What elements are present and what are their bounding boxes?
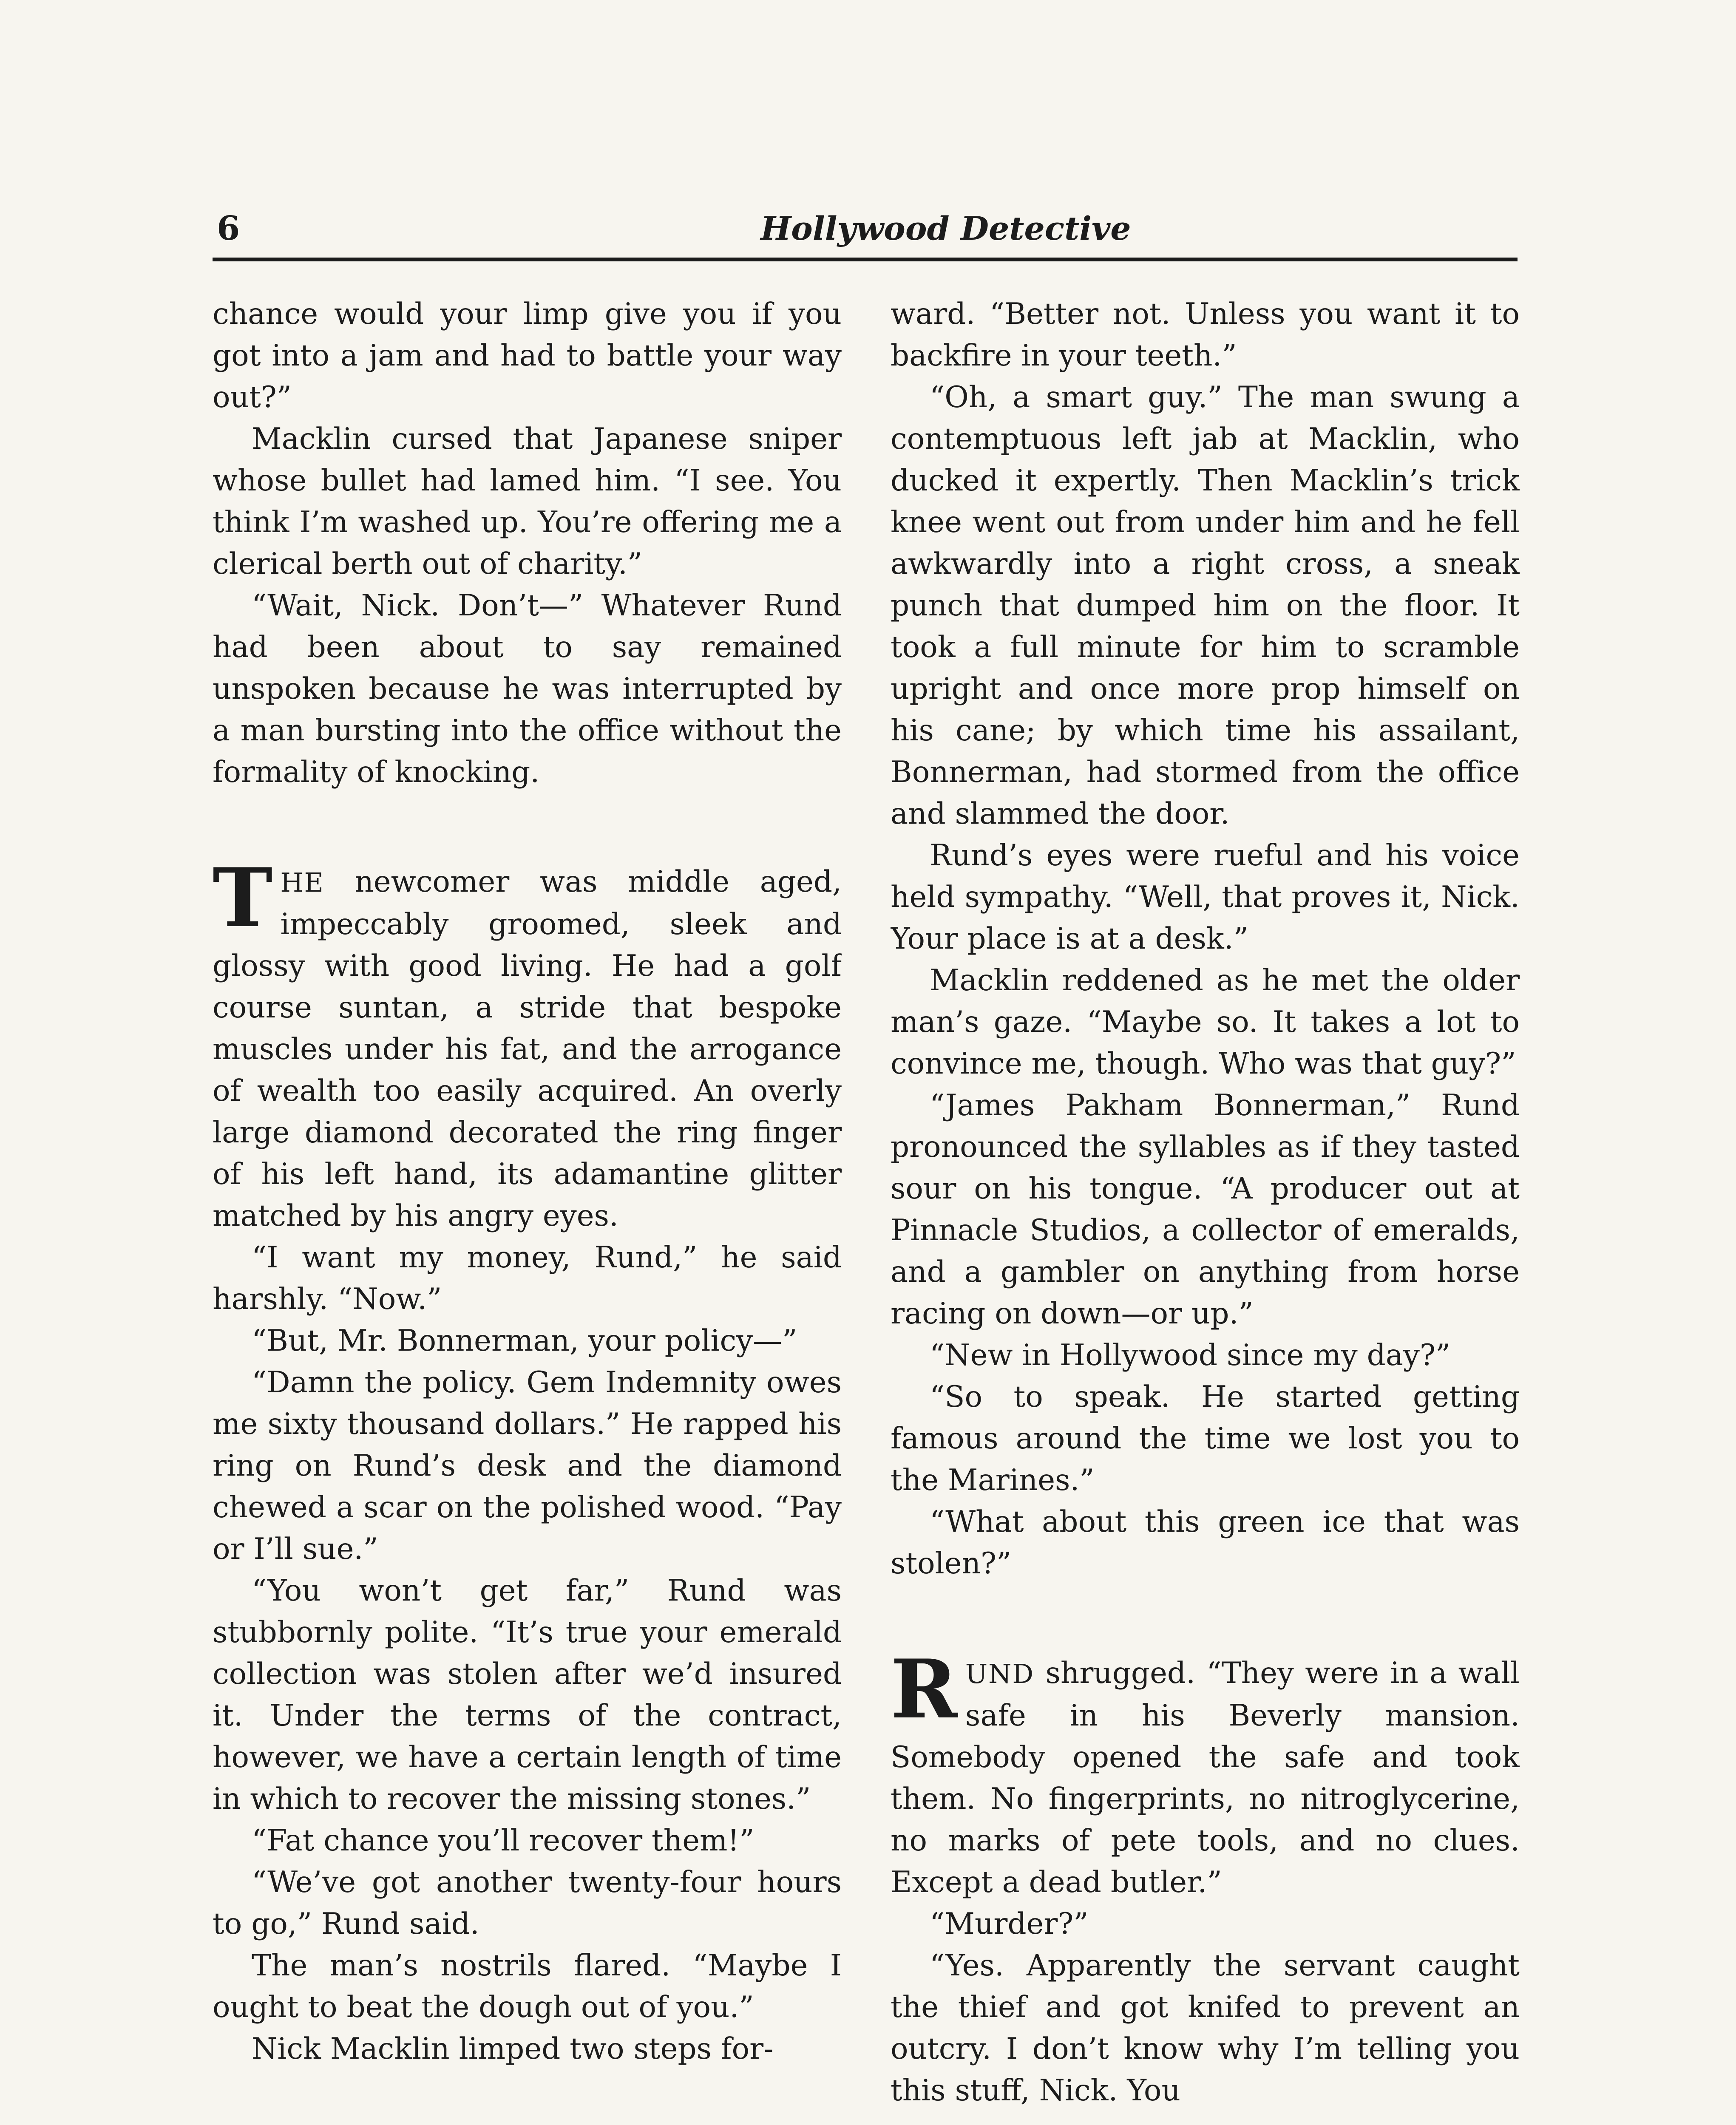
paragraph: Rund’s eyes were rueful and his voice held sympathy. “Well, that proves it, Nick. Your place is at a desk.” (891, 839, 1520, 956)
section-break (213, 793, 842, 861)
page-header (213, 207, 1518, 261)
running-title: Hollywood Detective (760, 210, 1131, 247)
paragraph: “We’ve got another twenty-four hours to go,” Rund said. (213, 1865, 842, 1941)
paragraph: Macklin reddened as he met the older man’s gaze. “Maybe so. It takes a lot to convince me, though. Who was that guy?” (891, 963, 1520, 1081)
paragraph: Nick Macklin limped two steps for- (252, 2032, 774, 2066)
drop-cap: T (213, 850, 273, 945)
paragraph: “You won’t get far,” Rund was stubbornly polite. “It’s true your emerald collection was stolen after we’d insured it. Under the terms of the contract, however, we have a certain length of time in which to recover the missing stones.” (213, 1574, 842, 1816)
right-column (891, 293, 1520, 2125)
paragraph: “Fat chance you’ll recover them!” (252, 1824, 755, 1858)
paragraph: “But, Mr. Bonnerman, your policy—” (252, 1324, 797, 1358)
paragraph: ward. “Better not. Unless you want it to backfire in your teeth.” (891, 297, 1520, 373)
paragraph: “Wait, Nick. Don’t—” Whatever Rund had been about to say remained unspoken because he was interrupted by a man bursting into the office without the formality of knocking. (213, 589, 842, 789)
paragraph: “James Pakham Bonnerman,” Rund pronounced the syllables as if they tasted sour on his tongue. “A producer out at Pinnacle Studios, a collector of emeralds, and a gambler on anything from horse racing on down—or up.” (891, 1088, 1520, 1331)
paragraph: “Damn the policy. Gem Indemnity owes me sixty thousand dollars.” He rapped his ring on Rund’s desk and the diamond chewed a scar on the polished wood. “Pay or I’ll sue.” (213, 1366, 842, 1566)
paragraph: chance would your limp give you if you got into a jam and had to battle your way out?” (213, 297, 842, 414)
paragraph: “So to speak. He started getting famous around the time we lost you to the Marines.” (891, 1380, 1520, 1497)
page-number: 6 (217, 209, 240, 248)
smallcaps-lead: HE (280, 867, 324, 898)
paragraph-text: shrugged. “They were in a wall safe in his Beverly mansion. Somebody opened the safe and took them. No fingerprints, no nitroglycerine, no marks of pete tools, and no clues. Except a dead butler.” (891, 1656, 1520, 1899)
dropcap-paragraph (213, 850, 842, 1237)
smallcaps-lead: UND (965, 1658, 1035, 1689)
paragraph: “Oh, a smart guy.” The man swung a contemptuous left jab at Macklin, who ducked it expertly. Then Macklin’s trick knee went out from under him and he fell awkwardly into a right cross, a sneak punch that dumped him on the floor. It took a full minute for him to scramble upright and once more prop himself on his cane; by which time his assailant, Bonnerman, had stormed from the office and slammed the door. (891, 380, 1520, 831)
paragraph: Macklin cursed that Japanese sniper whose bullet had lamed him. “I see. You think I’m washed up. You’re offering me a clerical berth out of charity.” (213, 422, 842, 581)
left-column (213, 293, 842, 2125)
dropcap-paragraph (891, 1642, 1520, 1903)
drop-cap: R (891, 1642, 958, 1737)
header-rule (213, 258, 1518, 261)
paragraph: “I want my money, Rund,” he said harshly. “Now.” (213, 1241, 842, 1316)
paragraph: “Murder?” (930, 1907, 1089, 1941)
paragraph: The man’s nostrils flared. “Maybe I ought to beat the dough out of you.” (213, 1949, 842, 2024)
paragraph: “New in Hollywood since my day?” (930, 1338, 1451, 1372)
paragraph: “What about this green ice that was stolen?” (891, 1505, 1520, 1581)
paragraph-text: newcomer was middle aged, impeccably groomed, sleek and glossy with good living. He had a golf course suntan, a stride that bespoke muscles under his fat, and the arrogance of wealth too easily acquired. An overly large diamond decorated the ring finger of his left hand, its adamantine glitter matched by his angry eyes. (213, 865, 842, 1233)
paragraph: “Yes. Apparently the servant caught the thief and got knifed to prevent an outcry. I don’t know why I’m telling you this stuff, Nick. You (891, 1949, 1520, 2108)
section-break (891, 1584, 1520, 1652)
